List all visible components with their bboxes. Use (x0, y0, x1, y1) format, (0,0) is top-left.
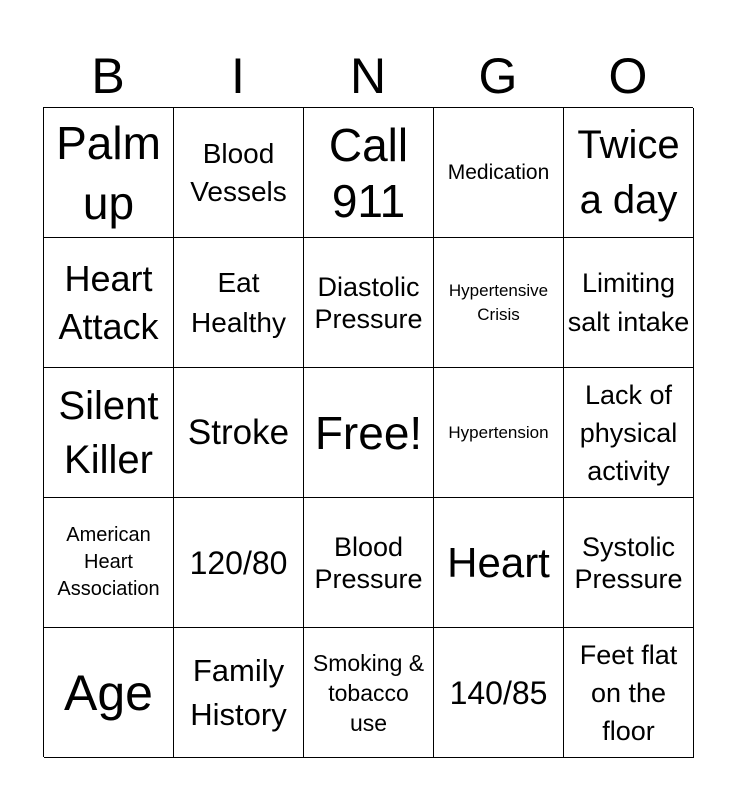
cell-text: Family History (190, 652, 287, 732)
cell-text: Feet flat on the floor (579, 639, 678, 746)
cell-text: Free! (314, 406, 423, 459)
cell-text: Heart Attack (58, 257, 159, 347)
cell-text: Blood Vessels (190, 137, 287, 207)
cell-text: American Heart Association (57, 524, 160, 600)
cell-text: Palm up (56, 116, 161, 229)
cell-text: Diastolic Pressure (314, 271, 423, 334)
cell-text: 140/85 (449, 674, 548, 711)
cell-text: Hypertension (448, 422, 549, 442)
bingo-cell[interactable] (304, 368, 434, 498)
header-letter-n: N (349, 48, 387, 104)
bingo-cell[interactable] (434, 108, 564, 238)
cell-text: Lack of physical activity (579, 379, 678, 486)
cell-text: Hypertensive Crisis (448, 280, 549, 324)
bingo-card-grid (43, 107, 693, 757)
cell-text: Stroke (187, 412, 290, 452)
bingo-cell[interactable] (434, 368, 564, 498)
bingo-cell[interactable] (434, 238, 564, 368)
cell-text: Age (64, 664, 153, 721)
header-letter-g: G (478, 48, 518, 104)
bingo-cell[interactable] (564, 108, 694, 238)
bingo-cell[interactable] (564, 498, 694, 628)
cell-text: Blood Pressure (314, 531, 423, 594)
bingo-cell[interactable] (44, 108, 174, 238)
bingo-cell[interactable] (304, 498, 434, 628)
bingo-cell[interactable] (564, 628, 694, 758)
bingo-header (43, 44, 693, 108)
cell-text: 120/80 (189, 544, 288, 581)
bingo-cell[interactable] (304, 108, 434, 238)
cell-text: Twice a day (577, 122, 680, 222)
bingo-cell[interactable] (44, 238, 174, 368)
header-letter-i: I (231, 48, 245, 104)
bingo-cell[interactable] (44, 628, 174, 758)
bingo-cell[interactable] (434, 628, 564, 758)
bingo-cell[interactable] (44, 498, 174, 628)
cell-text: Eat Healthy (191, 266, 286, 338)
header-letter-o: O (608, 48, 648, 104)
cell-text: Medication (447, 161, 550, 184)
bingo-cell[interactable] (434, 498, 564, 628)
header-letter-b: B (91, 48, 125, 104)
bingo-cell[interactable] (304, 628, 434, 758)
bingo-cell[interactable] (564, 368, 694, 498)
cell-text: Heart (447, 538, 550, 586)
bingo-cell[interactable] (174, 108, 304, 238)
cell-text: Call 911 (328, 118, 409, 227)
cell-text: Limiting salt intake (567, 267, 690, 337)
bingo-cell[interactable] (44, 368, 174, 498)
cell-text: Smoking & tobacco use (312, 649, 425, 736)
bingo-cell[interactable] (174, 238, 304, 368)
bingo-cell[interactable] (174, 498, 304, 628)
bingo-cell[interactable] (174, 368, 304, 498)
bingo-cell[interactable] (304, 238, 434, 368)
bingo-cell[interactable] (564, 238, 694, 368)
bingo-cell[interactable] (174, 628, 304, 758)
cell-text: Silent Killer (58, 383, 159, 482)
cell-text: Systolic Pressure (574, 531, 683, 594)
